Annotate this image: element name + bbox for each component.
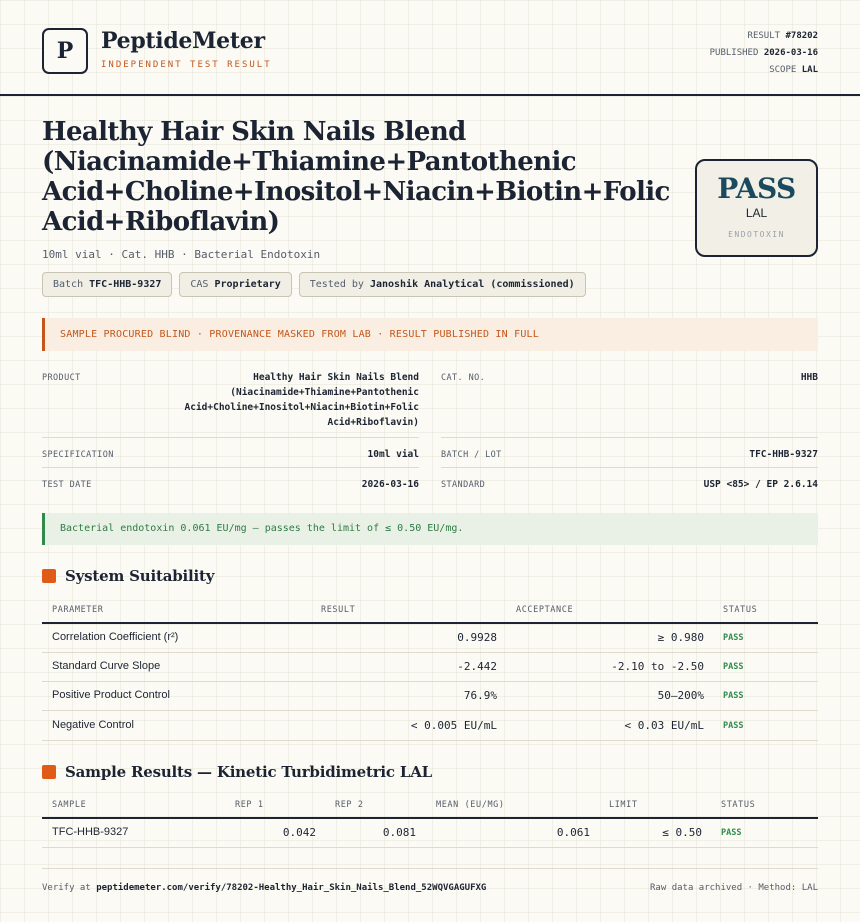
row-acceptance: < 0.03 EU/mL [624,719,704,732]
row-mean: 0.061 [556,826,590,839]
spec-value: 10ml vial [367,449,419,460]
brand-name: PeptideMeter [101,28,265,54]
divider [42,467,419,468]
report-header [0,0,860,96]
verdict-scope: ENDOTOXIN [728,230,785,239]
row-limit: ≤ 0.50 [662,826,702,839]
result-meta [710,28,818,79]
col-limit: LIMIT [609,800,638,810]
row-result: < 0.005 EU/mL [410,719,497,732]
divider [441,467,818,468]
section-marker-icon [42,765,56,779]
verdict-method: LAL [745,206,768,220]
date-value: 2026-03-16 [361,479,419,490]
col-rep1: REP 1 [235,800,264,810]
samples-heading [42,763,432,781]
row-acceptance: 50–200% [657,689,704,702]
col-result: RESULT [321,605,356,615]
row-parameter: Positive Product Control [52,689,170,701]
cat-label: CAT. NO. [441,373,486,383]
samples-title: Sample Results — Kinetic Turbidimetric LAL [65,763,433,781]
batch-label: BATCH / LOT [441,450,502,460]
suitability-heading [42,567,214,585]
row-rep1: 0.042 [282,826,316,839]
row-parameter: Standard Curve Slope [52,660,161,672]
col-mean: MEAN (EU/MG) [436,800,505,810]
divider [441,437,818,438]
suitability-title: System Suitability [65,567,215,585]
verify-link[interactable]: peptidemeter.com/verify/78202-Healthy_Hair_Skin_Nails_Blend_52WQVGAGUFXG [96,883,487,893]
row-result: 76.9% [463,689,497,702]
divider [42,740,818,741]
verify-line: Verify at peptidemeter.com/verify/78202-Healthy_Hair_Skin_Nails_Blend_52WQVGAGUFXG [42,883,487,893]
col-rep2: REP 2 [335,800,364,810]
footer-rule [42,868,818,869]
row-parameter: Correlation Coefficient (r²) [52,631,179,643]
verdict-status: PASS [717,172,796,205]
table-header-rule [42,622,818,624]
row-acceptance: -2.10 to -2.50 [611,660,704,673]
divider [42,652,818,653]
row-parameter: Negative Control [52,719,134,731]
chip-batch: Batch TFC-HHB-9327 [42,272,172,297]
row-result: -2.442 [457,660,497,673]
date-label: TEST DATE [42,480,92,490]
archive-note: Raw data archived · Method: LAL [650,883,818,893]
divider [42,847,818,848]
row-status: PASS [723,662,744,672]
col-status: STATUS [723,605,758,615]
standard-label: STANDARD [441,480,486,490]
brand-logo: P [42,28,88,74]
divider [42,681,818,682]
col-parameter: PARAMETER [52,605,104,615]
divider [42,710,818,711]
chip-tested-by: Tested by Janoshik Analytical (commissioned) [299,272,586,297]
row-status: PASS [723,633,744,643]
chip-cas: CAS Proprietary [179,272,291,297]
product-label: PRODUCT [42,373,81,383]
result-number: RESULT #78202 [747,31,818,41]
divider [42,437,419,438]
verdict-badge [695,159,818,257]
result-summary: Bacterial endotoxin 0.061 EU/mg — passes the limit of ≤ 0.50 EU/mg. [42,513,818,545]
cat-value: HHB [800,372,818,383]
row-acceptance: ≥ 0.980 [657,631,704,644]
table-header-rule [42,817,818,819]
row-rep2: 0.081 [382,826,416,839]
row-status: PASS [723,721,744,731]
product-title: Healthy Hair Skin Nails Blend (Niacinamide+Thiamine+Pantothenic Acid+Choline+Inositol+Niacin+Biotin+Folic Acid+Riboflavin) [42,117,670,237]
blind-sample-notice: SAMPLE PROCURED BLIND · PROVENANCE MASKED FROM LAB · RESULT PUBLISHED IN FULL [42,318,818,351]
row-status: PASS [721,828,742,838]
scope: SCOPE LAL [769,65,818,75]
published-date: PUBLISHED 2026-03-16 [709,48,818,58]
section-marker-icon [42,569,56,583]
row-result: 0.9928 [457,631,497,644]
batch-value: TFC-HHB-9327 [749,449,818,460]
col-status: STATUS [721,800,756,810]
product-subtitle: 10ml vial · Cat. HHB · Bacterial Endotoxin [42,248,321,261]
col-acceptance: ACCEPTANCE [516,605,574,615]
col-sample: SAMPLE [52,800,87,810]
spec-label: SPECIFICATION [42,450,114,460]
product-value: Healthy Hair Skin Nails Blend (Niacinamide+Thiamine+Pantothenic Acid+Choline+Inositol+Niacin+Biotin+Folic Acid+Riboflavin) [184,372,419,428]
product-chips [42,272,586,297]
standard-value: USP <85> / EP 2.6.14 [703,479,818,490]
brand-tagline: INDEPENDENT TEST RESULT [101,60,272,70]
row-status: PASS [723,691,744,701]
row-sample: TFC-HHB-9327 [52,826,129,838]
